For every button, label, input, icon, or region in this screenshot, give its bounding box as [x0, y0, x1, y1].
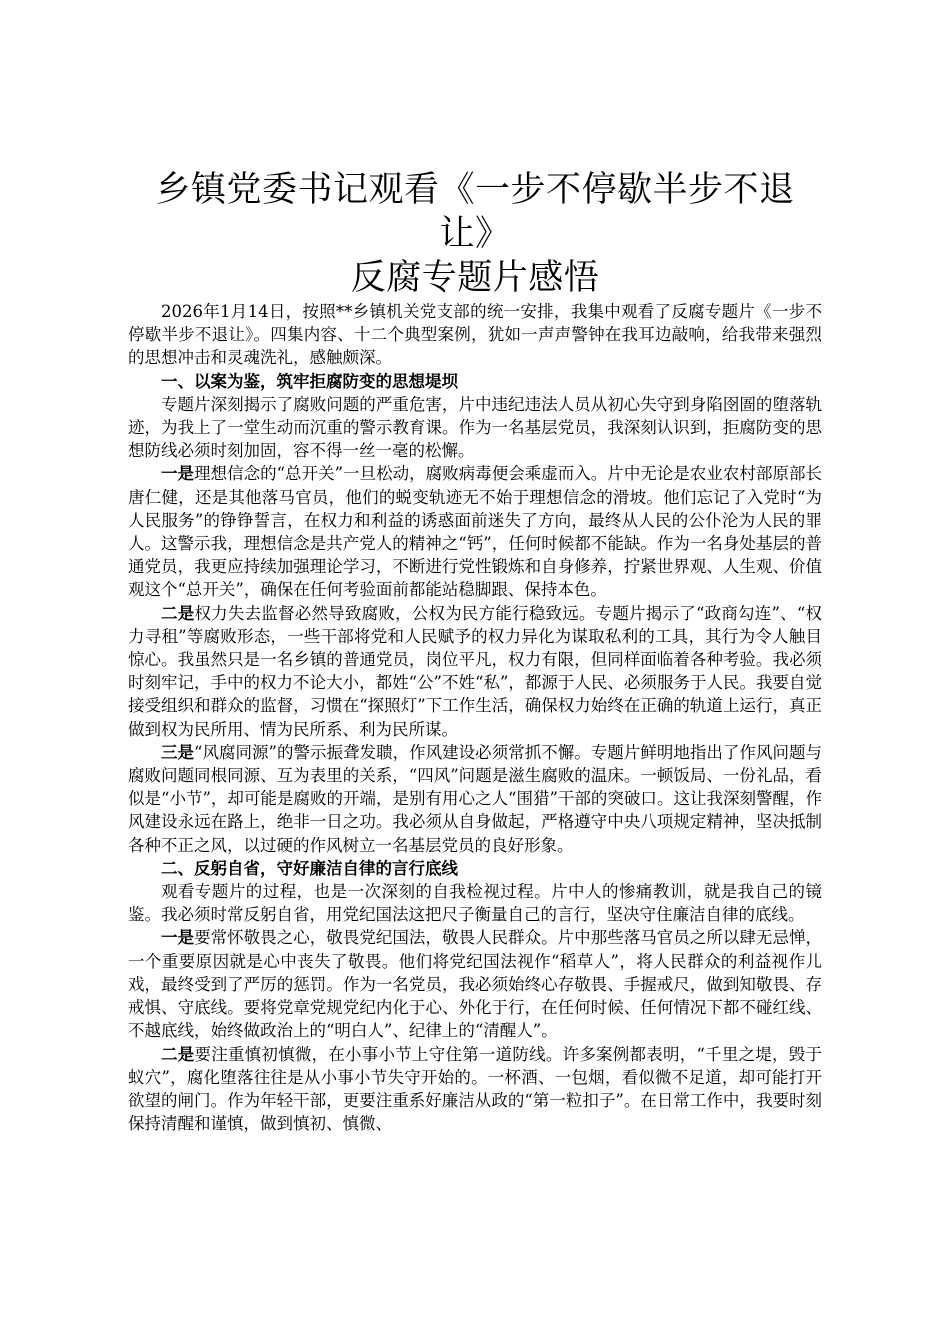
intro-paragraph: 2026年1月14日，按照**乡镇机关党支部的统一安排，我集中观看了反腐专题片《一步不停歇半步不退让》。四集内容、十二个典型案例，犹如一声声警钟在我耳边敲响，给我带来强烈的思想冲击和灵魂洗礼，感触颇深。: [128, 302, 822, 368]
section-1-heading: 一、以案为鉴，筑牢拒腐防变的思想堤坝: [161, 371, 458, 391]
section-2-point-1: [128, 926, 822, 1042]
point-text: 要注重慎初慎微，在小事小节上守住第一道防线。许多案例都表明，“千里之堤，毁于蚁穴”，腐化堕落往往是从小事小节失守开始的。一杯酒、一包烟，看似微不足道，却可能打开欲望的闸门。作为年轻干部，更要注重系好廉洁从政的“第一粒扣子”。在日常工作中，我要时刻保持清醒和谨慎，做到慎初、慎微、: [128, 1044, 823, 1134]
point-lead: 一是: [161, 464, 195, 484]
document-page: [128, 168, 822, 1135]
title-line-2: 反腐专题片感悟: [350, 258, 600, 298]
point-lead: 三是: [161, 742, 195, 762]
point-text: 要常怀敬畏之心，敬畏党纪国法，敬畏人民群众。片中那些落马官员之所以肆无忌惮，一个重要原因就是心中丧失了敬畏。他们将党纪国法视作“稻草人”，将人民群众的利益视作儿戏，最终受到了严厉的惩罚。作为一名党员，我必须始终心存敬畏、手握戒尺，做到知敬畏、存戒惧、守底线。要将党章党规党纪内化于心、外化于行，在任何时候、任何情况下都不碰红线、不越底线，始终做政治上的“明白人”、纪律上的“清醒人”。: [128, 928, 823, 1041]
title-line-1: 乡镇党委书记观看《一步不停歇半步不退让》: [155, 170, 795, 254]
point-lead: 一是: [161, 928, 195, 948]
point-lead: 二是: [161, 603, 195, 623]
section-2-point-2: [128, 1043, 822, 1136]
section-2-heading: 二、反躬自省，守好廉洁自律的言行底线: [161, 858, 458, 878]
section-1-point-1: [128, 462, 822, 601]
section-2-intro: 观看专题片的过程，也是一次深刻的自我检视过程。片中人的惨痛教训，就是我自己的镜鉴。我必须时常反躬自省，用党纪国法这把尺子衡量自己的言行，坚决守住廉洁自律的底线。: [128, 882, 822, 925]
section-1-intro: 专题片深刻揭示了腐败问题的严重危害，片中违纪违法人员从初心失守到身陷囹圄的堕落轨迹，为我上了一堂生动而沉重的警示教育课。作为一名基层党员，我深刻认识到，拒腐防变的思想防线必须时刻加固，容不得一丝一毫的松懈。: [128, 394, 822, 461]
point-text: 理想信念的“总开关”一旦松动，腐败病毒便会乘虚而入。片中无论是农业农村部原部长唐仁健，还是其他落马官员，他们的蜕变轨迹无不始于理想信念的滑坡。他们忘记了入党时“为人民服务”的铮铮誓言，在权力和利益的诱惑面前迷失了方向，最终从人民的公仆沦为人民的罪人。这警示我，理想信念是共产党人的精神之“钙”，任何时候都不能缺。作为一名身处基层的普通党员，我更应持续加强理论学习，不断进行党性锻炼和自身修养，拧紧世界观、人生观、价值观这个“总开关”，确保在任何考验面前都能站稳脚跟、保持本色。: [128, 464, 822, 600]
document-title: [128, 168, 822, 300]
section-1-point-2: [128, 602, 822, 741]
section-1-point-3: [128, 741, 822, 857]
point-lead: 二是: [161, 1044, 195, 1064]
point-text: “风腐同源”的警示振聋发聩，作风建设必须常抓不懈。专题片鲜明地指出了作风问题与腐败问题同根同源、互为表里的关系，“四风”问题是滋生腐败的温床。一顿饭局、一份礼品，看似是“小节”，却可能是腐败的开端，是别有用心之人“围猎”干部的突破口。这让我深刻警醒，作风建设永远在路上，绝非一日之功。我必须从自身做起，严格遵守中央八项规定精神，坚决抵制各种不正之风，以过硬的作风树立一名基层党员的良好形象。: [128, 742, 822, 855]
point-text: 权力失去监督必然导致腐败，公权为民方能行稳致远。专题片揭示了“政商勾连”、“权力寻租”等腐败形态，一些干部将党和人民赋予的权力异化为谋取私利的工具，其行为令人触目惊心。我虽然只是一名乡镇的普通党员，岗位平凡，权力有限，但同样面临着各种考验。我必须时刻牢记，手中的权力不论大小，都姓“公”不姓“私”，都源于人民、必须服务于人民。我要自觉接受组织和群众的监督，习惯在“探照灯”下工作生活，确保权力始终在正确的轨道上运行，真正做到权为民所用、情为民所系、利为民所谋。: [128, 603, 822, 739]
